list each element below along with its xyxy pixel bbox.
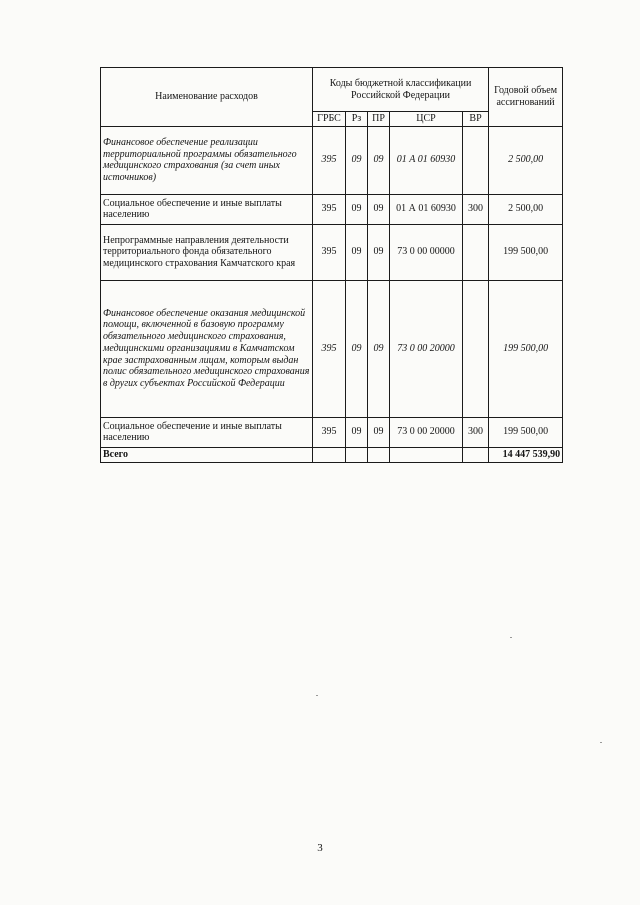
row-amount: 2 500,00 — [489, 194, 563, 224]
header-codes-group: Коды бюджетной классификации Российской Федерации — [313, 68, 489, 112]
row-pr: 09 — [368, 280, 390, 417]
row-vr — [463, 126, 489, 194]
header-name: Наименование расходов — [101, 68, 313, 127]
row-name: Социальное обеспечение и иные выплаты населению — [101, 417, 313, 447]
row-rz: 09 — [346, 126, 368, 194]
row-amount: 199 500,00 — [489, 280, 563, 417]
row-vr: 300 — [463, 417, 489, 447]
row-vr — [463, 280, 489, 417]
row-name: Непрограммные направления деятельности территориального фонда обязательного медицинского страхования Камчатского края — [101, 224, 313, 280]
row-csr: 01 А 01 60930 — [390, 194, 463, 224]
row-csr: 73 0 00 00000 — [390, 224, 463, 280]
header-csr: ЦСР — [390, 112, 463, 127]
total-amount: 14 447 539,90 — [489, 447, 563, 462]
total-empty-cell — [313, 447, 346, 462]
header-rz: Рз — [346, 112, 368, 127]
row-grbs: 395 — [313, 280, 346, 417]
row-amount: 199 500,00 — [489, 224, 563, 280]
header-pr: ПР — [368, 112, 390, 127]
row-name: Финансовое обеспечение оказания медицинской помощи, включенной в базовую программу обязательного медицинского страхования, медицинскими организациями в Камчатском крае застрахованным лицам, которым выдан полис обязательного медицинского страхования в других субъектах Российской Федерации — [101, 280, 313, 417]
table-row — [101, 280, 563, 417]
row-pr: 09 — [368, 417, 390, 447]
header-vr: ВР — [463, 112, 489, 127]
table-row — [101, 224, 563, 280]
header-grbs: ГРБС — [313, 112, 346, 127]
total-row — [101, 447, 563, 462]
row-rz: 09 — [346, 280, 368, 417]
row-vr — [463, 224, 489, 280]
header-annual: Годовой объем ассигнований — [489, 68, 563, 127]
row-name: Социальное обеспечение и иные выплаты населению — [101, 194, 313, 224]
row-rz: 09 — [346, 194, 368, 224]
total-label: Всего — [101, 447, 313, 462]
row-pr: 09 — [368, 194, 390, 224]
row-vr: 300 — [463, 194, 489, 224]
row-grbs: 395 — [313, 194, 346, 224]
row-grbs: 395 — [313, 126, 346, 194]
row-csr: 73 0 00 20000 — [390, 280, 463, 417]
row-grbs: 395 — [313, 224, 346, 280]
total-empty-cell — [463, 447, 489, 462]
row-pr: 09 — [368, 126, 390, 194]
row-pr: 09 — [368, 224, 390, 280]
expenses-table — [100, 67, 563, 463]
scan-speck — [600, 742, 602, 743]
scan-speck — [316, 695, 318, 696]
page-number: 3 — [317, 842, 323, 854]
row-csr: 01 А 01 60930 — [390, 126, 463, 194]
row-grbs: 395 — [313, 417, 346, 447]
row-amount: 199 500,00 — [489, 417, 563, 447]
total-empty-cell — [368, 447, 390, 462]
total-empty-cell — [390, 447, 463, 462]
row-amount: 2 500,00 — [489, 126, 563, 194]
scan-speck — [510, 637, 512, 638]
header-row-top — [101, 68, 563, 112]
row-rz: 09 — [346, 224, 368, 280]
table-row — [101, 126, 563, 194]
row-csr: 73 0 00 20000 — [390, 417, 463, 447]
row-rz: 09 — [346, 417, 368, 447]
table-row — [101, 194, 563, 224]
total-empty-cell — [346, 447, 368, 462]
row-name: Финансовое обеспечение реализации территориальной программы обязательного медицинского страхования (за счет иных источников) — [101, 126, 313, 194]
table-row — [101, 417, 563, 447]
